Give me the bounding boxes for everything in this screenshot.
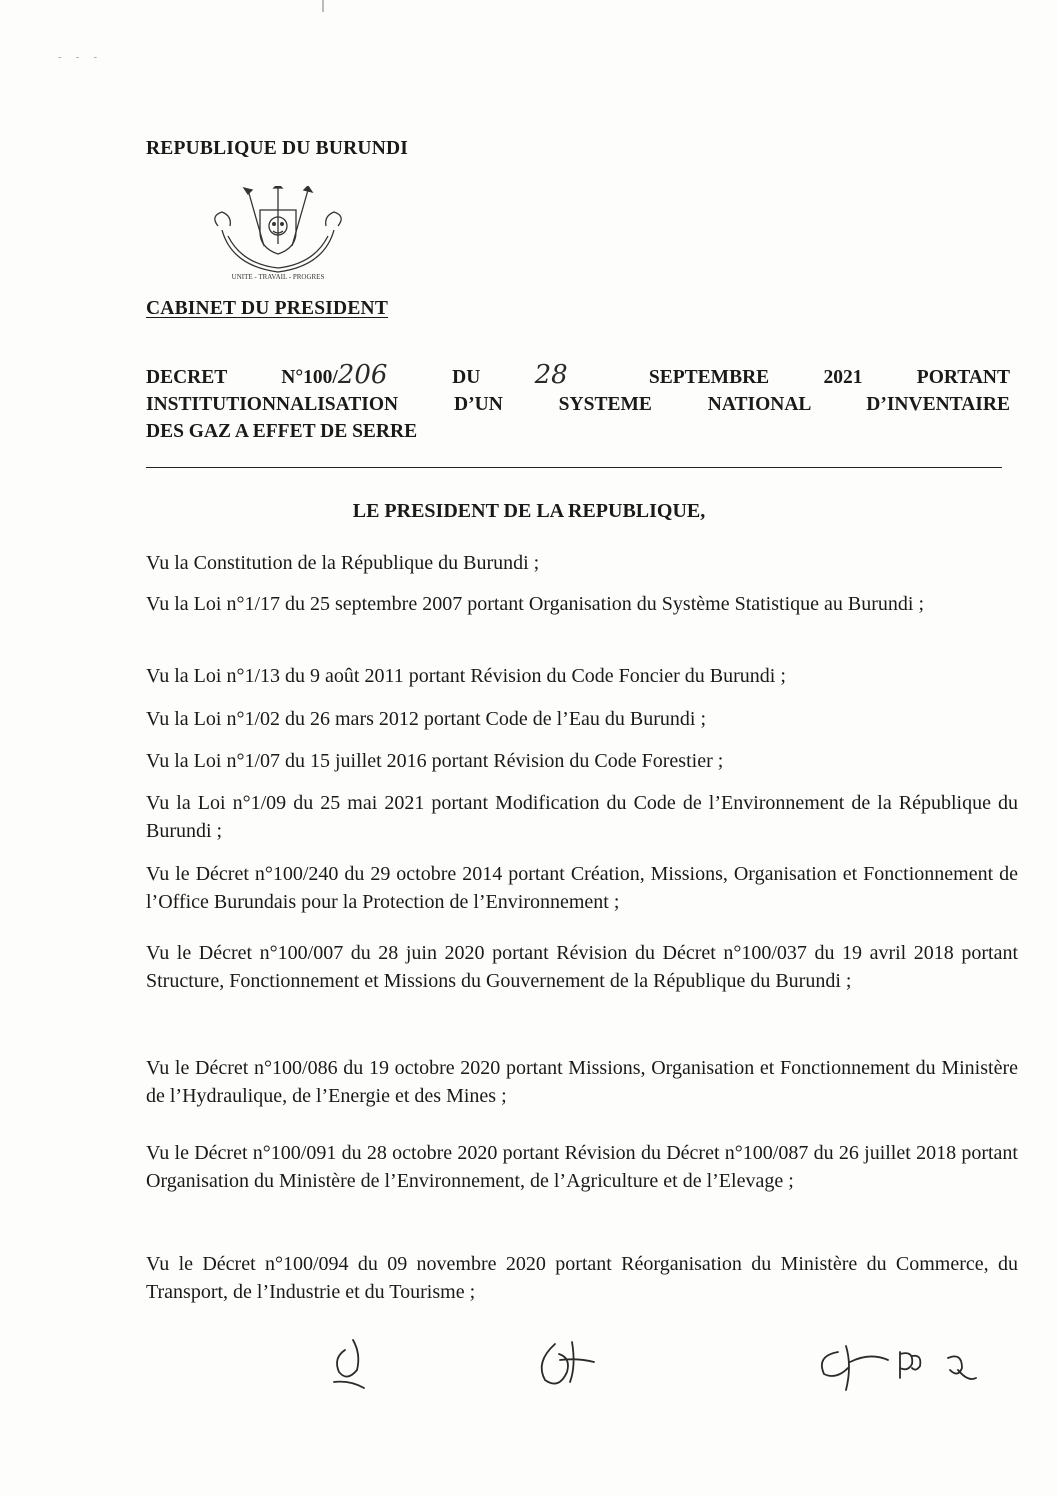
decree-title-line-1 — [146, 362, 1010, 391]
emblem-motto: UNITE - TRAVAIL - PROGRES — [231, 273, 325, 281]
considerant-paragraph: Vu le Décret n°100/240 du 29 octobre 2014 portant Création, Missions, Organisation et Fonctionnement de l’Office Burundais pour la Protection de l’Environnement ; — [146, 863, 1018, 913]
cabinet-heading: CABINET DU PRESIDENT — [146, 298, 389, 319]
decree-du: DU — [452, 367, 481, 388]
decree-title-line-3: DES GAZ A EFFET DE SERRE — [146, 421, 418, 442]
signature-mark — [334, 1340, 364, 1388]
decree-title-line-2: INSTITUTIONNALISATION D’UN SYSTEME NATIONAL D’INVENTAIRE — [146, 394, 1010, 415]
considerant-paragraph: Vu la Constitution de la République du Burundi ; — [146, 552, 540, 574]
burundi-coat-of-arms-emblem — [208, 186, 348, 286]
decree-number-label: N°100/ — [281, 367, 338, 388]
considerant-paragraph: Vu le Décret n°100/094 du 09 novembre 2020 portant Réorganisation du Ministère du Commerce, du Transport, de l’Industrie et du Tourisme ; — [146, 1253, 1018, 1303]
considerant-paragraph: Vu la Loi n°1/17 du 25 septembre 2007 portant Organisation du Système Statistique au Burundi ; — [146, 593, 924, 615]
considerant-paragraph: Vu la Loi n°1/13 du 9 août 2011 portant Révision du Code Foncier du Burundi ; — [146, 665, 786, 687]
considerant-paragraph: Vu la Loi n°1/02 du 26 mars 2012 portant Code de l’Eau du Burundi ; — [146, 708, 707, 730]
considerant-paragraph: Vu le Décret n°100/007 du 28 juin 2020 portant Révision du Décret n°100/037 du 19 avril 2018 portant Structure, Fonctionnement et Missions du Gouvernement de la République du Burundi ; — [146, 942, 1018, 992]
decree-title — [146, 362, 1010, 445]
republic-heading: REPUBLIQUE DU BURUNDI — [146, 138, 409, 159]
initials-signatures — [0, 1330, 1058, 1410]
considerant-paragraph: Vu la Loi n°1/07 du 15 juillet 2016 portant Révision du Code Forestier ; — [146, 750, 724, 772]
handwritten-decree-day: 28 — [534, 360, 568, 390]
considerant-paragraph: Vu le Décret n°100/091 du 28 octobre 2020 portant Révision du Décret n°100/087 du 26 juillet 2018 portant Organisation du Ministère de l’Environnement, de l’Agriculture et de l’Elevage ; — [146, 1142, 1018, 1192]
signature-mark — [542, 1342, 594, 1384]
signature-mark — [822, 1346, 976, 1390]
considerant-paragraph: Vu la Loi n°1/09 du 25 mai 2021 portant Modification du Code de l’Environnement de la République du Burundi ; — [146, 792, 1018, 842]
considerant-paragraph: Vu le Décret n°100/086 du 19 octobre 2020 portant Missions, Organisation et Fonctionnement du Ministère de l’Hydraulique, de l’Energie et des Mines ; — [146, 1057, 1018, 1107]
scan-mark — [322, 0, 324, 12]
president-heading: LE PRESIDENT DE LA REPUBLIQUE, — [352, 500, 706, 522]
title-divider — [146, 467, 1002, 468]
scan-speck: - - - — [58, 52, 103, 63]
decree-word: DECRET — [146, 367, 227, 388]
handwritten-decree-number: 206 — [337, 360, 388, 390]
decree-date-suffix: SEPTEMBRE 2021 PORTANT — [648, 367, 1011, 388]
